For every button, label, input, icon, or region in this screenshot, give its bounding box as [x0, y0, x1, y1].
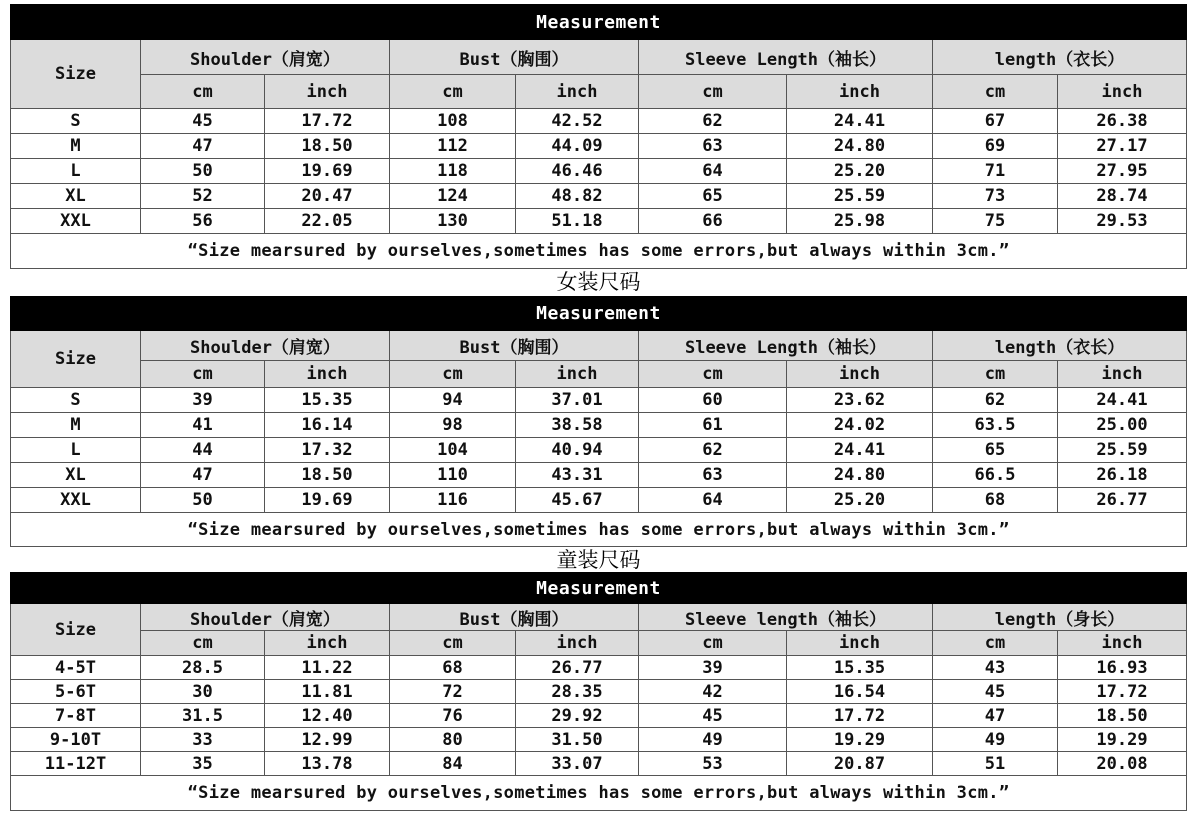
value-cell: 80 — [390, 728, 516, 752]
value-cell: 24.02 — [787, 413, 933, 438]
table-row — [11, 159, 1187, 184]
value-cell: 25.00 — [1058, 413, 1187, 438]
length-header: length（身长） — [933, 604, 1187, 631]
size-cell: S — [11, 109, 141, 134]
value-cell: 26.77 — [516, 656, 639, 680]
size-cell: 7-8T — [11, 704, 141, 728]
table-row — [11, 388, 1187, 413]
measurement-banner: Measurement — [11, 297, 1187, 331]
value-cell: 45.67 — [516, 488, 639, 513]
value-cell: 45 — [141, 109, 265, 134]
value-cell: 51.18 — [516, 209, 639, 234]
value-cell: 17.72 — [1058, 680, 1187, 704]
value-cell: 27.95 — [1058, 159, 1187, 184]
unit-header: inch — [787, 361, 933, 388]
unit-header: inch — [265, 361, 390, 388]
unit-header: cm — [639, 75, 787, 109]
value-cell: 24.41 — [787, 438, 933, 463]
unit-header: cm — [933, 75, 1058, 109]
shoulder-header: Shoulder（肩宽） — [141, 331, 390, 361]
bust-header: Bust（胸围） — [390, 40, 639, 75]
value-cell: 42 — [639, 680, 787, 704]
value-cell: 62 — [639, 438, 787, 463]
value-cell: 24.41 — [1058, 388, 1187, 413]
value-cell: 18.50 — [265, 134, 390, 159]
value-cell: 45 — [933, 680, 1058, 704]
value-cell: 28.74 — [1058, 184, 1187, 209]
size-cell: M — [11, 413, 141, 438]
unit-header: cm — [639, 361, 787, 388]
size-cell: XXL — [11, 488, 141, 513]
value-cell: 26.77 — [1058, 488, 1187, 513]
size-header: Size — [11, 40, 141, 109]
size-cell: L — [11, 159, 141, 184]
value-cell: 73 — [933, 184, 1058, 209]
value-cell: 48.82 — [516, 184, 639, 209]
value-cell: 20.87 — [787, 752, 933, 776]
unit-header: inch — [265, 631, 390, 656]
size-table-1 — [10, 4, 1187, 269]
value-cell: 25.20 — [787, 488, 933, 513]
value-cell: 12.99 — [265, 728, 390, 752]
value-cell: 64 — [639, 159, 787, 184]
unit-header: cm — [390, 631, 516, 656]
value-cell: 23.62 — [787, 388, 933, 413]
value-cell: 65 — [933, 438, 1058, 463]
value-cell: 130 — [390, 209, 516, 234]
value-cell: 43.31 — [516, 463, 639, 488]
unit-header: inch — [1058, 361, 1187, 388]
value-cell: 37.01 — [516, 388, 639, 413]
value-cell: 98 — [390, 413, 516, 438]
value-cell: 65 — [639, 184, 787, 209]
bust-header: Bust（胸围） — [390, 331, 639, 361]
value-cell: 25.59 — [1058, 438, 1187, 463]
size-note: “Size mearsured by ourselves,sometimes has some errors,but always within 3cm.” — [11, 776, 1187, 811]
table-row — [11, 704, 1187, 728]
value-cell: 18.50 — [1058, 704, 1187, 728]
value-cell: 24.80 — [787, 463, 933, 488]
value-cell: 118 — [390, 159, 516, 184]
value-cell: 28.5 — [141, 656, 265, 680]
value-cell: 62 — [639, 109, 787, 134]
measurement-banner: Measurement — [11, 5, 1187, 40]
value-cell: 28.35 — [516, 680, 639, 704]
size-header: Size — [11, 331, 141, 388]
measurement-banner: Measurement — [11, 573, 1187, 604]
value-cell: 110 — [390, 463, 516, 488]
table-row — [11, 109, 1187, 134]
size-cell: 5-6T — [11, 680, 141, 704]
value-cell: 39 — [141, 388, 265, 413]
value-cell: 62 — [933, 388, 1058, 413]
unit-header: cm — [933, 631, 1058, 656]
unit-header: cm — [390, 75, 516, 109]
value-cell: 17.32 — [265, 438, 390, 463]
value-cell: 24.80 — [787, 134, 933, 159]
value-cell: 49 — [933, 728, 1058, 752]
value-cell: 16.14 — [265, 413, 390, 438]
size-table-2 — [10, 296, 1187, 547]
unit-header: cm — [141, 361, 265, 388]
unit-header: cm — [390, 361, 516, 388]
value-cell: 50 — [141, 488, 265, 513]
size-cell: XL — [11, 184, 141, 209]
unit-header: cm — [141, 75, 265, 109]
value-cell: 56 — [141, 209, 265, 234]
value-cell: 64 — [639, 488, 787, 513]
unit-header: cm — [141, 631, 265, 656]
value-cell: 116 — [390, 488, 516, 513]
value-cell: 51 — [933, 752, 1058, 776]
value-cell: 47 — [141, 134, 265, 159]
value-cell: 12.40 — [265, 704, 390, 728]
size-cell: L — [11, 438, 141, 463]
value-cell: 16.54 — [787, 680, 933, 704]
value-cell: 15.35 — [265, 388, 390, 413]
unit-header: cm — [933, 361, 1058, 388]
value-cell: 94 — [390, 388, 516, 413]
value-cell: 84 — [390, 752, 516, 776]
table-row — [11, 438, 1187, 463]
unit-header: inch — [516, 631, 639, 656]
value-cell: 41 — [141, 413, 265, 438]
value-cell: 69 — [933, 134, 1058, 159]
value-cell: 50 — [141, 159, 265, 184]
value-cell: 46.46 — [516, 159, 639, 184]
value-cell: 31.50 — [516, 728, 639, 752]
sleeve-length-header: Sleeve Length（袖长） — [639, 40, 933, 75]
value-cell: 11.81 — [265, 680, 390, 704]
unit-header: inch — [1058, 75, 1187, 109]
value-cell: 33.07 — [516, 752, 639, 776]
value-cell: 19.29 — [1058, 728, 1187, 752]
table-row — [11, 728, 1187, 752]
value-cell: 63.5 — [933, 413, 1058, 438]
value-cell: 25.20 — [787, 159, 933, 184]
value-cell: 26.38 — [1058, 109, 1187, 134]
kids-size-caption: 童装尺码 — [556, 548, 641, 572]
value-cell: 39 — [639, 656, 787, 680]
value-cell: 15.35 — [787, 656, 933, 680]
value-cell: 19.69 — [265, 488, 390, 513]
table-row — [11, 463, 1187, 488]
value-cell: 16.93 — [1058, 656, 1187, 680]
sleeve-length-header: Sleeve length（袖长） — [639, 604, 933, 631]
value-cell: 43 — [933, 656, 1058, 680]
value-cell: 76 — [390, 704, 516, 728]
size-cell: XXL — [11, 209, 141, 234]
length-header: length（衣长） — [933, 40, 1187, 75]
value-cell: 44.09 — [516, 134, 639, 159]
size-note: “Size mearsured by ourselves,sometimes has some errors,but always within 3cm.” — [11, 234, 1187, 269]
value-cell: 44 — [141, 438, 265, 463]
value-cell: 104 — [390, 438, 516, 463]
value-cell: 47 — [141, 463, 265, 488]
value-cell: 40.94 — [516, 438, 639, 463]
value-cell: 52 — [141, 184, 265, 209]
value-cell: 68 — [933, 488, 1058, 513]
value-cell: 29.92 — [516, 704, 639, 728]
table-row — [11, 413, 1187, 438]
value-cell: 63 — [639, 134, 787, 159]
table-row — [11, 184, 1187, 209]
value-cell: 20.47 — [265, 184, 390, 209]
value-cell: 47 — [933, 704, 1058, 728]
table-row — [11, 752, 1187, 776]
unit-header: inch — [516, 75, 639, 109]
value-cell: 71 — [933, 159, 1058, 184]
shoulder-header: Shoulder（肩宽） — [141, 40, 390, 75]
value-cell: 67 — [933, 109, 1058, 134]
value-cell: 17.72 — [787, 704, 933, 728]
value-cell: 24.41 — [787, 109, 933, 134]
table-row — [11, 488, 1187, 513]
value-cell: 30 — [141, 680, 265, 704]
value-cell: 25.59 — [787, 184, 933, 209]
value-cell: 19.29 — [787, 728, 933, 752]
length-header: length（衣长） — [933, 331, 1187, 361]
value-cell: 66.5 — [933, 463, 1058, 488]
table-row — [11, 134, 1187, 159]
value-cell: 13.78 — [265, 752, 390, 776]
value-cell: 72 — [390, 680, 516, 704]
size-cell: XL — [11, 463, 141, 488]
value-cell: 61 — [639, 413, 787, 438]
value-cell: 25.98 — [787, 209, 933, 234]
size-note: “Size mearsured by ourselves,sometimes has some errors,but always within 3cm.” — [11, 513, 1187, 547]
value-cell: 35 — [141, 752, 265, 776]
value-cell: 49 — [639, 728, 787, 752]
value-cell: 17.72 — [265, 109, 390, 134]
value-cell: 60 — [639, 388, 787, 413]
size-cell: 4-5T — [11, 656, 141, 680]
unit-header: inch — [516, 361, 639, 388]
size-cell: 11-12T — [11, 752, 141, 776]
table-row — [11, 209, 1187, 234]
unit-header: cm — [639, 631, 787, 656]
value-cell: 63 — [639, 463, 787, 488]
size-cell: 9-10T — [11, 728, 141, 752]
value-cell: 68 — [390, 656, 516, 680]
value-cell: 31.5 — [141, 704, 265, 728]
value-cell: 18.50 — [265, 463, 390, 488]
value-cell: 33 — [141, 728, 265, 752]
size-table-3 — [10, 572, 1187, 811]
size-cell: S — [11, 388, 141, 413]
size-cell: M — [11, 134, 141, 159]
sleeve-length-header: Sleeve Length（袖长） — [639, 331, 933, 361]
value-cell: 29.53 — [1058, 209, 1187, 234]
shoulder-header: Shoulder（肩宽） — [141, 604, 390, 631]
value-cell: 26.18 — [1058, 463, 1187, 488]
value-cell: 20.08 — [1058, 752, 1187, 776]
value-cell: 75 — [933, 209, 1058, 234]
size-header: Size — [11, 604, 141, 656]
value-cell: 108 — [390, 109, 516, 134]
value-cell: 45 — [639, 704, 787, 728]
value-cell: 112 — [390, 134, 516, 159]
value-cell: 53 — [639, 752, 787, 776]
value-cell: 42.52 — [516, 109, 639, 134]
value-cell: 27.17 — [1058, 134, 1187, 159]
unit-header: inch — [1058, 631, 1187, 656]
table-row — [11, 680, 1187, 704]
womens-size-caption: 女装尺码 — [556, 270, 641, 294]
value-cell: 22.05 — [265, 209, 390, 234]
value-cell: 124 — [390, 184, 516, 209]
table-row — [11, 656, 1187, 680]
value-cell: 38.58 — [516, 413, 639, 438]
value-cell: 11.22 — [265, 656, 390, 680]
value-cell: 66 — [639, 209, 787, 234]
bust-header: Bust（胸围） — [390, 604, 639, 631]
unit-header: inch — [265, 75, 390, 109]
value-cell: 19.69 — [265, 159, 390, 184]
unit-header: inch — [787, 631, 933, 656]
unit-header: inch — [787, 75, 933, 109]
